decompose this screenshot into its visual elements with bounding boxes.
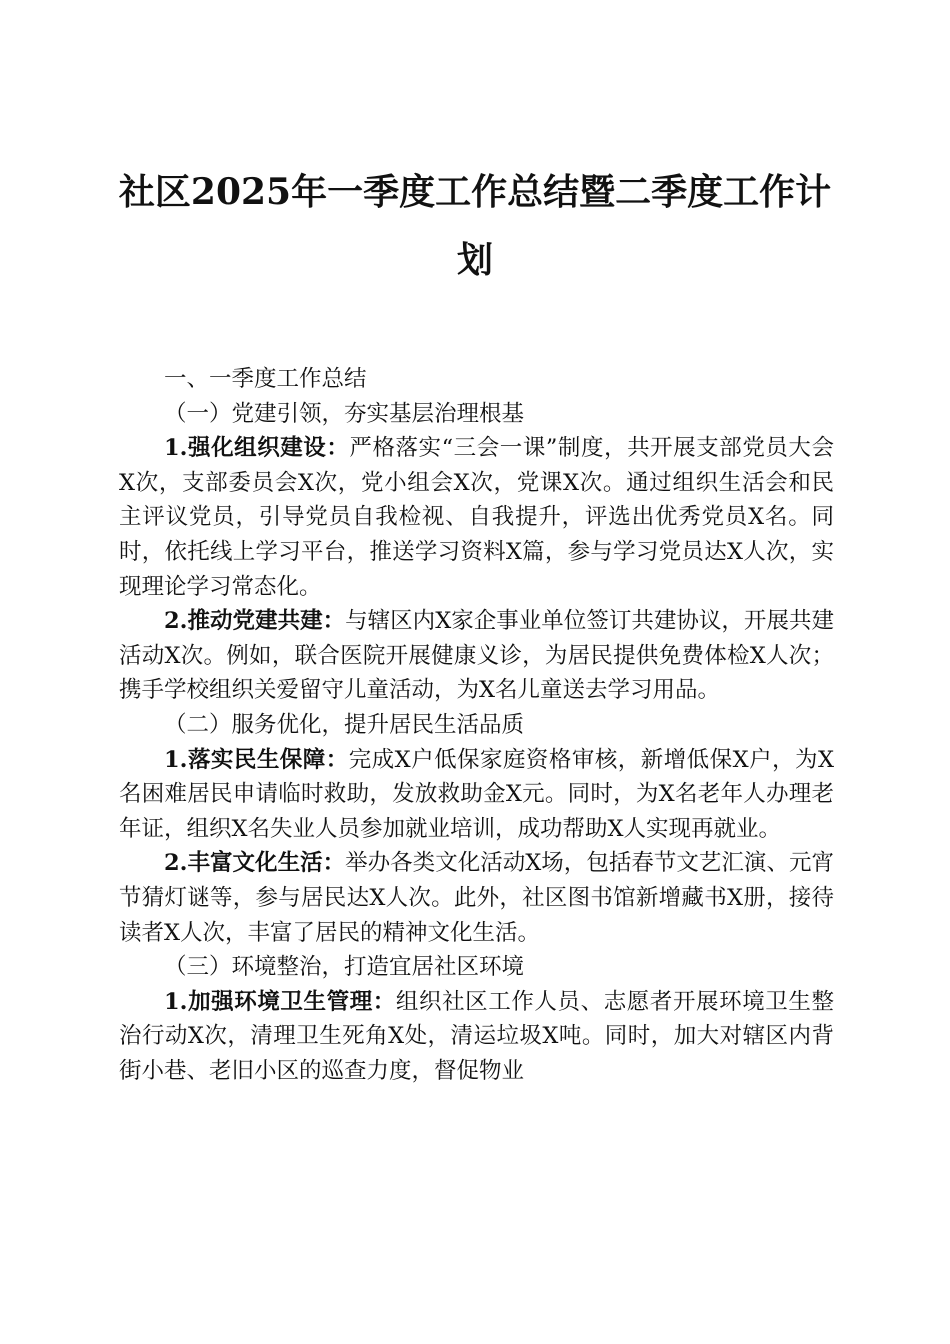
paragraph-5-lead: 1.加强环境卫生管理： (164, 988, 396, 1015)
paragraph-5-text: 组织社区工作人员、志愿者开展环境卫生整治行动X次，清理卫生死角X处，清运垃圾X吨。同时，加大对辖区内背街小巷、老旧小区的巡查力度，督促物业 (119, 988, 834, 1084)
paragraph-4-text: 举办各类文化活动X场，包括春节文艺汇演、元宵节猜灯谜等，参与居民达X人次。此外，社区图书馆新增藏书X册，接待读者X人次，丰富了居民的精神文化生活。 (119, 850, 834, 946)
subsection-heading-1: （一）党建引领，夯实基层治理根基 (164, 400, 525, 427)
paragraph-1 (119, 431, 834, 604)
paragraph-4-lead: 2.丰富文化生活： (164, 850, 346, 877)
paragraph-4 (119, 846, 834, 950)
document-title-line-1: 社区2025年一季度工作总结暨二季度工作计 (118, 171, 832, 213)
subsection-heading-3: （三）环境整治，打造宜居社区环境 (164, 954, 525, 981)
document-body (119, 362, 834, 1088)
subsection-heading-2: （二）服务优化，提升居民生活品质 (164, 711, 525, 738)
paragraph-5 (119, 985, 834, 1089)
paragraph-2 (119, 604, 834, 708)
paragraph-2-text: 与辖区内X家企事业单位签订共建协议，开展共建活动X次。例如，联合医院开展健康义诊，为居民提供免费体检X人次；携手学校组织关爱留守儿童活动，为X名儿童送去学习用品。 (119, 608, 834, 704)
paragraph-3-lead: 1.落实民生保障： (164, 746, 349, 773)
paragraph-3-text: 完成X户低保家庭资格审核，新增低保X户，为X名困难居民申请临时救助，发放救助金X元。同时，为X名老年人办理老年证，组织X名失业人员参加就业培训，成功帮助X人实现再就业。 (119, 746, 834, 842)
paragraph-1-text: 严格落实“三会一课”制度，共开展支部党员大会X次，支部委员会X次，党小组会X次，党课X次。通过组织生活会和民主评议党员，引导党员自我检视、自我提升，评选出优秀党员X名。同时，依托线上学习平台，推送学习资料X篇，参与学习党员达X人次，实现理论学习常态化。 (119, 435, 834, 600)
paragraph-2-lead: 2.推动党建共建： (164, 608, 346, 635)
paragraph-3 (119, 743, 834, 847)
section-heading-1: 一、一季度工作总结 (164, 366, 367, 392)
paragraph-1-lead: 1.强化组织建设： (164, 435, 350, 462)
document-title-line-2: 划 (456, 239, 493, 281)
